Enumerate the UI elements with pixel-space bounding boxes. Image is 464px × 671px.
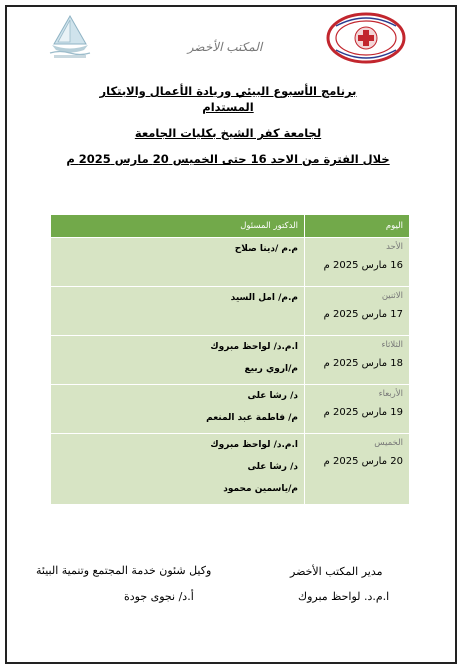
table-row: [51, 385, 410, 434]
doctor-cell: [51, 385, 305, 434]
doctor-name: ا.م.د/ لواحظ مبروك: [210, 342, 298, 352]
director-name: ا.م.د. لواحظ مبروك: [298, 590, 390, 603]
day-date: 18 مارس 2025 م: [323, 358, 403, 369]
day-cell: [305, 287, 410, 336]
day-cell: [305, 385, 410, 434]
doctor-cell: [51, 434, 305, 505]
doctor-cell: [51, 287, 305, 336]
doctor-name: م.م/ امل السيد: [230, 293, 298, 303]
day-name: الثلاثاء: [381, 340, 403, 350]
table-row: [51, 336, 410, 385]
day-name: الأربعاء: [378, 389, 403, 399]
day-date: 19 مارس 2025 م: [323, 407, 403, 418]
table-row: [51, 287, 410, 336]
day-cell: [305, 238, 410, 287]
program-title-line-2: المستدام: [202, 100, 254, 114]
table-row: [51, 434, 410, 505]
table-row: [51, 238, 410, 287]
doctor-name: د/ رشا على: [247, 462, 298, 472]
day-column-header: اليوم: [305, 215, 410, 238]
doctor-cell: [51, 336, 305, 385]
day-date: 20 مارس 2025 م: [323, 456, 403, 467]
doctor-name: م/ياسمين محمود: [223, 484, 298, 494]
day-date: 16 مارس 2025 م: [323, 260, 403, 271]
doctor-name: د/ رشا على: [247, 391, 298, 401]
doctor-name: م/ فاطمة عبد المنعم: [206, 413, 298, 423]
schedule-table: [50, 214, 410, 505]
vice-dean-name: أ.د/ نجوى جودة: [124, 590, 194, 603]
doctor-name: م.م /دينا صلاح: [234, 244, 298, 254]
program-title-line-1: برنامج الأسبوع البيئي وريادة الأعمال والابتكار: [99, 84, 357, 98]
doctor-name: م/اروي ربيع: [244, 364, 298, 374]
day-name: الاثنين: [381, 291, 403, 301]
doctor-column-header: الدكتور المسئول: [51, 215, 305, 238]
faculty-of-nursing-seal-icon: [326, 12, 406, 64]
table-header-row: [51, 215, 410, 238]
green-office-label: المكتب الأخضر: [187, 40, 263, 54]
day-cell: [305, 336, 410, 385]
doctor-name: ا.م.د/ لواحظ مبروك: [210, 440, 298, 450]
university-ship-logo-icon: [46, 14, 94, 60]
day-cell: [305, 434, 410, 505]
period-subtitle: خلال الفترة من الاحد 16 حتى الخميس 20 مارس 2025 م: [66, 152, 390, 166]
doctor-cell: [51, 238, 305, 287]
day-name: الأحد: [386, 242, 403, 252]
vice-dean-title: وكيل شئون خدمة المجتمع وتنمية البيئة: [36, 564, 212, 577]
university-subtitle: لجامعة كفر الشيخ بكليات الجامعة: [134, 126, 322, 140]
director-title: مدير المكتب الأخضر: [290, 565, 383, 578]
day-date: 17 مارس 2025 م: [323, 309, 403, 320]
day-name: الخميس: [374, 438, 403, 448]
